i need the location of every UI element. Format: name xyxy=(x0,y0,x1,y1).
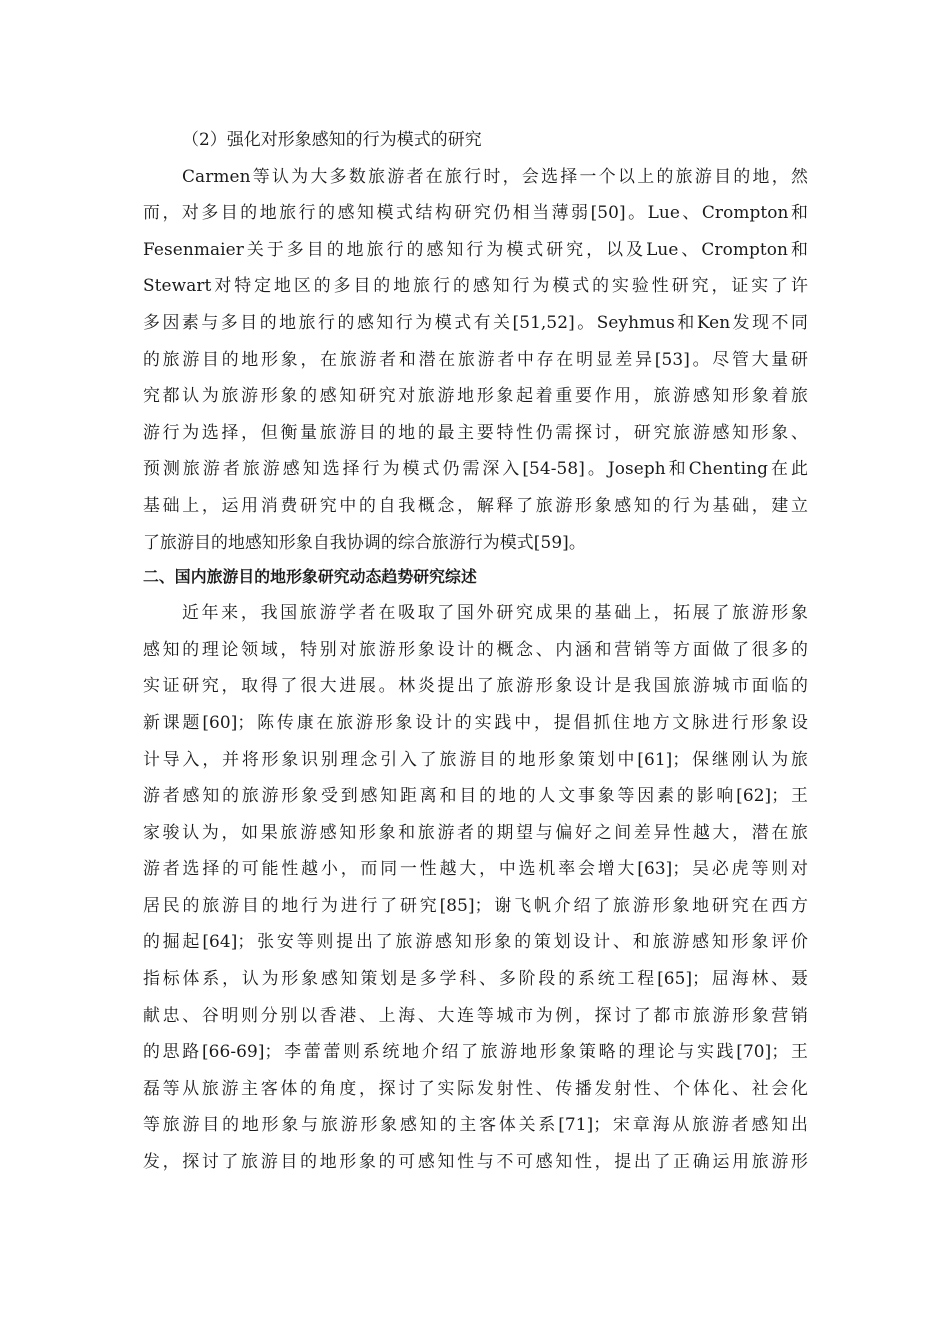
paragraph-domestic-research xyxy=(143,594,808,1180)
paragraph-line: 发，探讨了旅游目的地形象的可感知性与不可感知性，提出了正确运用旅游形 xyxy=(143,1151,808,1172)
paragraph-line: 了旅游目的地感知形象自我协调的综合旅游行为模式[59]。 xyxy=(143,531,586,552)
paragraph-line: 磊等从旅游主客体的角度，探讨了实际发射性、传播发射性、个体化、社会化 xyxy=(143,1077,808,1098)
paragraph-line: 计导入，并将形象识别理念引入了旅游目的地形象策划中[61]；保继刚认为旅 xyxy=(143,748,808,769)
paragraph-line: 基础上，运用消费研究中的自我概念，解释了旅游形象感知的行为基础，建立 xyxy=(143,494,808,515)
paragraph-line: 游行为选择，但衡量旅游目的地的最主要特性仍需探讨，研究旅游感知形象、 xyxy=(143,421,808,442)
paragraph-line: 居民的旅游目的地行为进行了研究[85]；谢飞帆介绍了旅游形象地研究在西方 xyxy=(143,894,808,915)
paragraph-line: Stewart对特定地区的多目的地旅行的感知行为模式的实验性研究，证实了许 xyxy=(143,275,808,296)
paragraph-line: Fesenmaier关于多目的地旅行的感知行为模式研究，以及Lue、Crompton和 xyxy=(143,238,808,259)
paragraph-line: 献忠、谷明则分别以香港、上海、大连等城市为例，探讨了都市旅游形象营销 xyxy=(143,1004,808,1025)
paragraph-line: 的思路[66-69]；李蕾蕾则系统地介绍了旅游地形象策略的理论与实践[70]；王 xyxy=(143,1041,808,1062)
paragraph-line: 指标体系，认为形象感知策划是多学科、多阶段的系统工程[65]；屈海林、聂 xyxy=(143,968,808,989)
paragraph-line: 游者感知的旅游形象受到感知距离和目的地的人文事象等因素的影响[62]；王 xyxy=(143,785,808,806)
section-heading: 二、国内旅游目的地形象研究动态趋势研究综述 xyxy=(143,567,477,587)
paragraph-line: 近年来，我国旅游学者在吸取了国外研究成果的基础上，拓展了旅游形象 xyxy=(182,602,808,623)
paragraph-line: Carmen等认为大多数旅游者在旅行时，会选择一个以上的旅游目的地，然 xyxy=(182,165,808,186)
subheading: （2）强化对形象感知的行为模式的研究 xyxy=(182,129,482,149)
paragraph-line: 的旅游目的地形象，在旅游者和潜在旅游者中存在明显差异[53]。尽管大量研 xyxy=(143,348,808,369)
paragraph-line: 游者选择的可能性越小，而同一性越大，中选机率会增大[63]；吴必虎等则对 xyxy=(143,858,808,879)
paragraph-line: 等旅游目的地形象与旅游形象感知的主客体关系[71]；宋章海从旅游者感知出 xyxy=(143,1114,808,1135)
paragraph-carmen xyxy=(143,158,808,561)
paragraph-line: 实证研究，取得了很大进展。林炎提出了旅游形象设计是我国旅游城市面临的 xyxy=(143,675,808,696)
paragraph-line: 感知的理论领域，特别对旅游形象设计的概念、内涵和营销等方面做了很多的 xyxy=(143,638,808,659)
paragraph-line: 家骏认为，如果旅游感知形象和旅游者的期望与偏好之间差异性越大，潜在旅 xyxy=(143,821,808,842)
document-body xyxy=(143,121,808,1180)
paragraph-line: 多因素与多目的地旅行的感知行为模式有关[51,52]。Seyhmus和Ken发现不同 xyxy=(143,311,808,332)
paragraph-line: 究都认为旅游形象的感知研究对旅游地形象起着重要作用，旅游感知形象着旅 xyxy=(143,385,808,406)
paragraph-line: 而，对多目的地旅行的感知模式结构研究仍相当薄弱[50]。Lue、Crompton和 xyxy=(143,202,808,223)
paragraph-line: 新课题[60]；陈传康在旅游形象设计的实践中，提倡抓住地方文脉进行形象设 xyxy=(143,711,808,732)
paragraph-line: 预测旅游者旅游感知选择行为模式仍需深入[54-58]。Joseph和Chenting在此 xyxy=(143,458,808,479)
paragraph-line: 的掘起[64]；张安等则提出了旅游感知形象的策划设计、和旅游感知形象评价 xyxy=(143,931,808,952)
